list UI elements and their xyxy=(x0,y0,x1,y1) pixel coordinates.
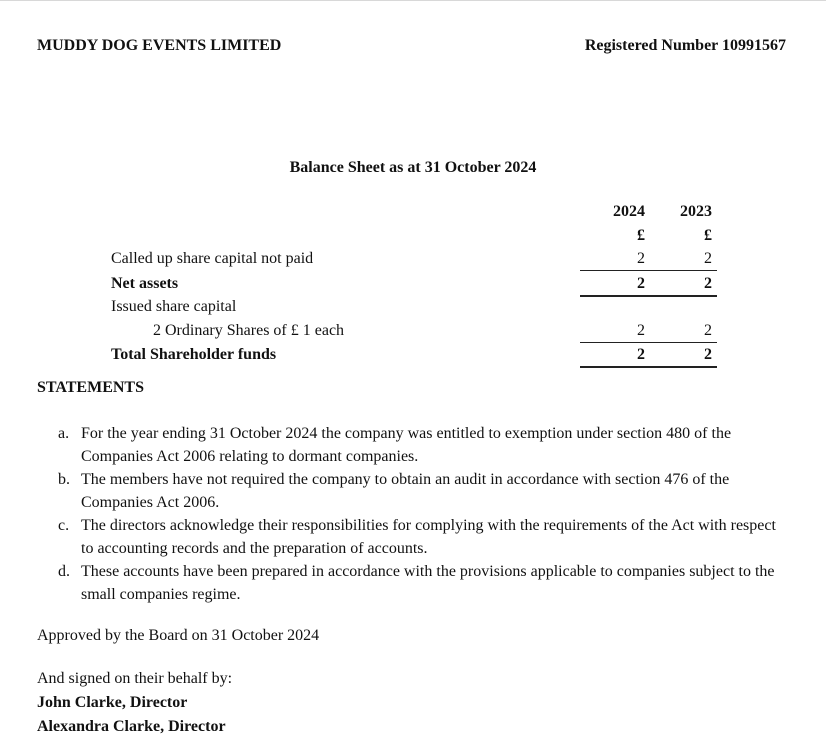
column-currency-2024: £ xyxy=(637,227,645,244)
statement-item xyxy=(58,422,788,468)
statement-text: The directors acknowledge their responsibilities for complying with the requirements of the Act with respect to accounting records and the preparation of accounts. xyxy=(81,517,776,557)
balance-sheet-title: Balance Sheet as at 31 October 2024 xyxy=(289,159,537,176)
company-name: MUDDY DOG EVENTS LIMITED xyxy=(37,37,282,54)
statements-list xyxy=(58,422,788,606)
statements-heading: STATEMENTS xyxy=(37,379,144,396)
signer-name: Alexandra Clarke, Director xyxy=(37,718,226,735)
column-year-2024: 2024 xyxy=(613,203,645,220)
total-funds-label: Total Shareholder funds xyxy=(111,346,277,363)
statement-item xyxy=(58,514,788,560)
issued-capital-label: Issued share capital xyxy=(111,298,237,315)
called-up-2024: 2 xyxy=(637,250,645,267)
statement-letter: b. xyxy=(58,471,70,488)
statement-letter: c. xyxy=(58,517,70,534)
signer-name: John Clarke, Director xyxy=(37,694,188,711)
total-rule xyxy=(580,295,717,297)
top-border xyxy=(0,0,826,1)
total-funds-2023: 2 xyxy=(704,346,712,363)
signed-behalf-text: And signed on their behalf by: xyxy=(37,670,233,687)
approval-text: Approved by the Board on 31 October 2024 xyxy=(37,627,320,644)
called-up-label: Called up share capital not paid xyxy=(111,250,314,267)
called-up-2023: 2 xyxy=(704,250,712,267)
total-rule xyxy=(580,366,717,368)
ordinary-shares-2023: 2 xyxy=(704,322,712,339)
total-funds-2024: 2 xyxy=(637,346,645,363)
statement-text: The members have not required the company to obtain an audit in accordance with section 476 of the Companies Act 2006. xyxy=(81,471,730,511)
statement-item xyxy=(58,468,788,514)
ordinary-shares-2024: 2 xyxy=(637,322,645,339)
subtotal-rule xyxy=(580,342,717,343)
column-year-2023: 2023 xyxy=(680,203,712,220)
statement-letter: d. xyxy=(58,563,70,580)
column-currency-2023: £ xyxy=(704,227,712,244)
ordinary-shares-label: 2 Ordinary Shares of £ 1 each xyxy=(153,322,345,339)
statement-letter: a. xyxy=(58,425,70,442)
statement-text: These accounts have been prepared in accordance with the provisions applicable to companies subject to the small companies regime. xyxy=(81,563,775,603)
statement-text: For the year ending 31 October 2024 the company was entitled to exemption under section 480 of the Companies Act 2006 relating to dormant companies. xyxy=(81,425,732,465)
net-assets-label: Net assets xyxy=(111,275,179,292)
statement-item xyxy=(58,560,788,606)
subtotal-rule xyxy=(580,270,717,271)
net-assets-2023: 2 xyxy=(704,275,712,292)
net-assets-2024: 2 xyxy=(637,275,645,292)
registered-number: Registered Number 10991567 xyxy=(584,37,786,54)
